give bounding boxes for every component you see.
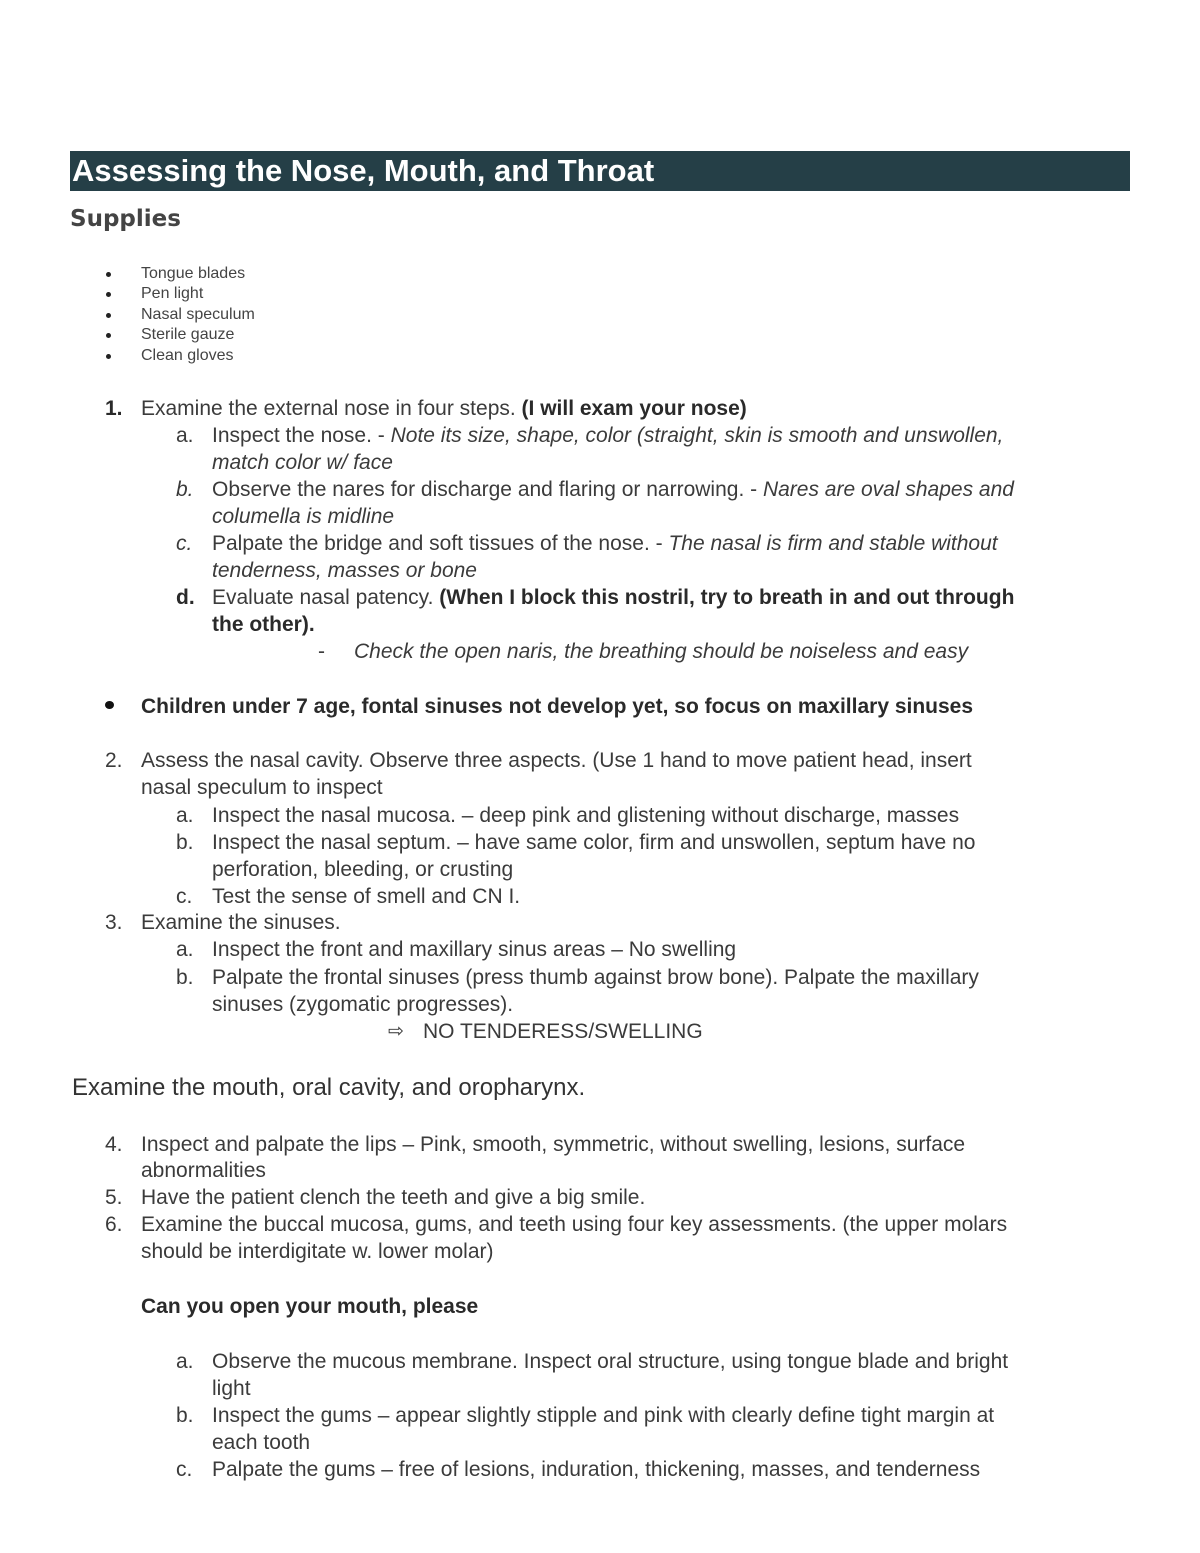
step-4-text-cont: abnormalities [141, 1159, 266, 1182]
step-3-text: Examine the sinuses. [141, 911, 341, 934]
sub-label: b. [176, 478, 194, 501]
step-1b-text-cont: columella is midline [212, 505, 395, 528]
step-number: 4. [105, 1133, 123, 1156]
sub-label: a. [176, 804, 194, 827]
step-4-text: Inspect and palpate the lips – Pink, smooth, symmetric, without swelling, lesions, surface [141, 1133, 966, 1156]
step-2c-text: Test the sense of smell and CN I. [212, 885, 521, 908]
step-1d-text-cont: the other). [212, 613, 315, 636]
step-number: 3. [105, 911, 123, 934]
sub-label: a. [176, 938, 194, 961]
step-1c-text-cont: tenderness, masses or bone [212, 559, 477, 582]
list-item: Sterile gauze [141, 326, 235, 343]
supplies-heading: Supplies [70, 206, 181, 232]
bullet-icon [106, 272, 111, 277]
sub-label: c. [176, 1458, 193, 1481]
bullet-icon [105, 701, 114, 709]
step-1b-text: Observe the nares for discharge and flaring or narrowing. - Nares are oval shapes and [212, 478, 1014, 501]
list-item: Nasal speculum [141, 306, 255, 323]
step-3b-text: Palpate the frontal sinuses (press thumb against brow bone). Palpate the maxillary [212, 966, 979, 989]
list-item: Pen light [141, 285, 204, 302]
page-title: Assessing the Nose, Mouth, and Throat [72, 153, 655, 188]
step-2b-text-cont: perforation, bleeding, or crusting [212, 858, 514, 881]
sub-label: d. [176, 586, 195, 609]
sub-label: a. [176, 424, 194, 447]
bullet-icon [106, 333, 111, 338]
step-number: 5. [105, 1186, 123, 1209]
sub-label: b. [176, 1404, 194, 1427]
step-5-text: Have the patient clench the teeth and give a big smile. [141, 1186, 646, 1209]
step-6a-text-cont: light [212, 1377, 251, 1400]
sub-label: c. [176, 532, 193, 555]
step-3a-text: Inspect the front and maxillary sinus areas – No swelling [212, 938, 737, 961]
step-1-text: Examine the external nose in four steps. (I will exam your nose) [141, 397, 747, 420]
step-1d-note: Check the open naris, the breathing should be noiseless and easy [354, 640, 969, 663]
step-1a-text: Inspect the nose. - Note its size, shape, color (straight, skin is smooth and unswollen, [212, 424, 1004, 447]
list-item: Tongue blades [141, 265, 246, 282]
bullet-icon [106, 313, 111, 318]
step-6a-text: Observe the mucous membrane. Inspect oral structure, using tongue blade and bright [212, 1350, 1009, 1373]
step-6b-text-cont: each tooth [212, 1431, 311, 1454]
step-number: 6. [105, 1213, 123, 1236]
list-item: Clean gloves [141, 347, 234, 364]
step-3b-text-cont: sinuses (zygomatic progresses). [212, 993, 514, 1016]
step-2a-text: Inspect the nasal mucosa. – deep pink and glistening without discharge, masses [212, 804, 960, 827]
sub-label: b. [176, 966, 194, 989]
step-2b-text: Inspect the nasal septum. – have same color, firm and unswollen, septum have no [212, 831, 976, 854]
step-number: 2. [105, 749, 123, 772]
step-6-text: Examine the buccal mucosa, gums, and teeth using four key assessments. (the upper molars [141, 1213, 1008, 1236]
step-1c-text: Palpate the bridge and soft tissues of the nose. - The nasal is firm and stable without [212, 532, 998, 555]
step-1d-text: Evaluate nasal patency. (When I block this nostril, try to breath in and out through [212, 586, 1015, 609]
dash: - [318, 640, 325, 663]
sub-label: c. [176, 885, 193, 908]
section-heading: Examine the mouth, oral cavity, and oropharynx. [72, 1074, 586, 1101]
step-6-text-cont: should be interdigitate w. lower molar) [141, 1240, 494, 1263]
step-6c-text: Palpate the gums – free of lesions, induration, thickening, masses, and tenderness [212, 1458, 981, 1481]
step-6b-text: Inspect the gums – appear slightly stipple and pink with clearly define tight margin at [212, 1404, 995, 1427]
bullet-icon [106, 292, 111, 297]
step-2-text-cont: nasal speculum to inspect [141, 776, 383, 799]
arrow-right-icon: ⇨ [388, 1021, 404, 1042]
step-number: 1. [105, 397, 123, 420]
bullet-icon [106, 354, 111, 359]
sub-label: a. [176, 1350, 194, 1373]
patient-prompt: Can you open your mouth, please [141, 1295, 479, 1318]
step-1a-text-cont: match color w/ face [212, 451, 393, 474]
step-2-text: Assess the nasal cavity. Observe three aspects. (Use 1 hand to move patient head, insert [141, 749, 972, 772]
sub-label: b. [176, 831, 194, 854]
step-3-note: NO TENDERESS/SWELLING [423, 1020, 703, 1043]
children-note: Children under 7 age, fontal sinuses not develop yet, so focus on maxillary sinuses [141, 695, 974, 718]
